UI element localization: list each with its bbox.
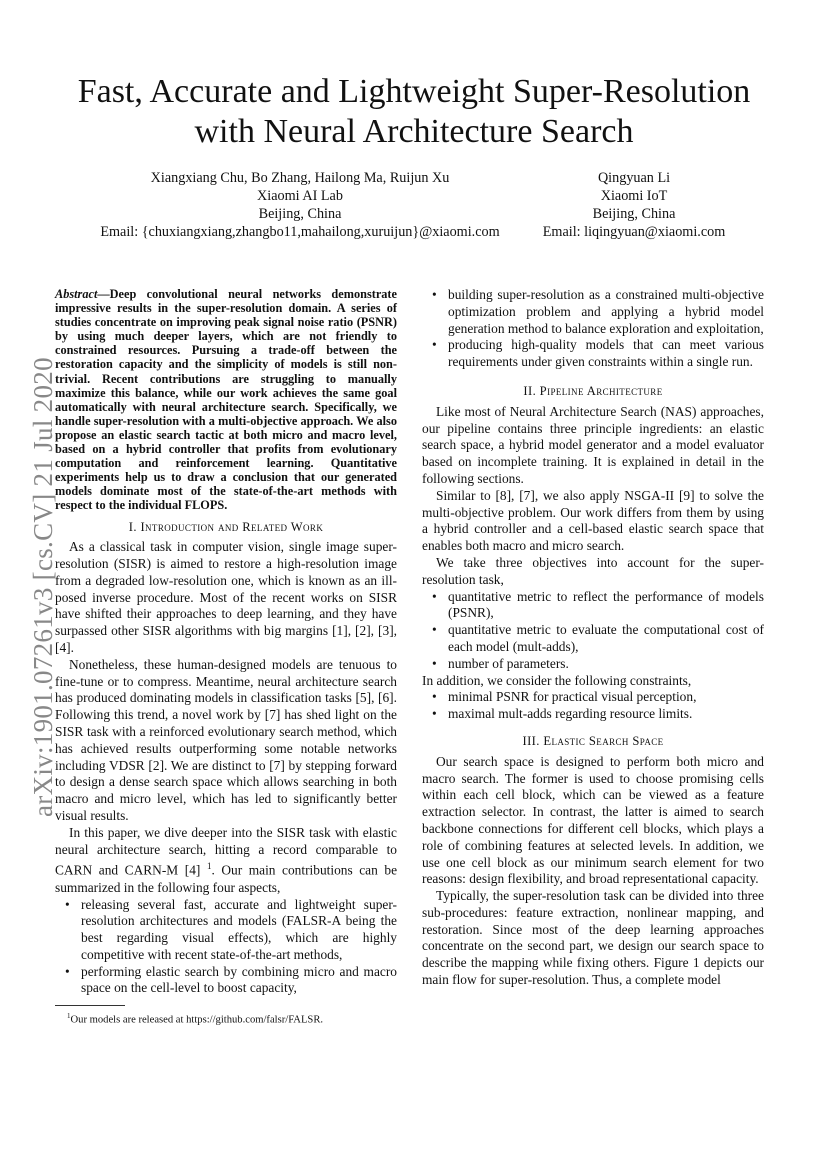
author-names: Qingyuan Li (597, 170, 671, 186)
paper-title (0, 72, 828, 152)
paragraph: In addition, we consider the following constraints, (422, 672, 692, 688)
list-item: • maximal mult-adds regarding resource limits. (422, 706, 764, 723)
footnote-mark: 1 (67, 1012, 71, 1021)
author-affiliation: Xiaomi AI Lab (257, 188, 343, 204)
footnote-rule (55, 1005, 125, 1006)
title-line-2: with Neural Architecture Search (194, 113, 634, 150)
author-location: Beijing, China (258, 206, 342, 222)
section-heading-3: III. Elastic Search Space (522, 733, 664, 748)
list-item: • producing high-quality models that can meet various requirements under given constraints within a single run. (422, 337, 764, 371)
paragraph: Nonetheless, these human-designed models are tenuous to fine-tune or to compress. Meantime, neural architecture search has produced dominating models in classification tasks [5], [6]. Following this trend, a novel work by [7] has shed light on the SISR task with a reinforced evolutionary search method, which has achieved results outperforming some notable networks including VDSR [2]. We are distinct to [7] by stepping forward to design a dense search space which allows searching in both macro and micro level, which has led to significantly better visual results. (55, 656, 397, 824)
footnote-text: Our models are released at https://github.com/falsr/FALSR. (70, 1014, 324, 1026)
paragraph: Similar to [8], [7], we also apply NSGA-II [9] to solve the multi-objective problem. Our work differs from them by using a hybrid controller and a cell-based elastic search space that enables both macro and micro search. (422, 487, 764, 554)
list-item: • building super-resolution as a constrained multi-objective optimization problem and applying a hybrid model generation method to balance exploration and exploitation, (422, 287, 764, 337)
list-item: • number of parameters. (422, 656, 764, 673)
paragraph-text: . Our main contributions can be summarized in the following four aspects, (55, 862, 398, 895)
author-names: Xiangxiang Chu, Bo Zhang, Hailong Ma, Ruijun Xu (150, 170, 450, 186)
paragraph: Like most of Neural Architecture Search (NAS) approaches, our pipeline contains three principle ingredients: an elastic search space, a hybrid model generator and a model evaluator based on incomplete training. It is explained in detail in the following sections. (422, 403, 764, 486)
objectives-list (422, 589, 764, 673)
paragraph (55, 825, 397, 897)
paragraph-text: In this paper, we dive deeper into the SISR task with elastic neural architecture search, hitting a record comparable to CARN and CARN-M [4] (55, 824, 397, 878)
footnote-marker: 1 (206, 861, 212, 872)
list-item: • quantitative metric to reflect the performance of models (PSNR), (422, 589, 764, 623)
paragraph: Typically, the super-resolution task can be divided into three sub-procedures: feature extraction, nonlinear mapping, and restoration. Since most of the deep learning approaches concentrate on the second part, we design our search space to describe the mapping while fixing others. Figure 1 depicts our main flow for super-resolution. Thus, a complete model (422, 888, 764, 988)
paragraph: Our search space is designed to perform both micro and macro search. The former is used to choose promising cells within each cell block, which can be viewed as a feature extraction selector. In contrast, the latter is aimed to search backbone connections for different cell blocks, which plays a role of combining features at selected levels. In addition, we use one cell block as our minimum search element for two reasons: design flexibility, and broad representational capacity. (422, 753, 764, 887)
list-item: • quantitative metric to evaluate the computational cost of each model (mult-adds), (422, 622, 764, 656)
paragraph: As a classical task in computer vision, single image super-resolution (SISR) is aimed to restore a high-resolution image from a degraded low-resolution one, which is known as an ill-posed inverse procedure. Most of the recent works on SISR have shifted their approaches to deep learning, and they have surpassed other SISR algorithms with big margins [1], [2], [3], [4]. (55, 539, 397, 656)
author-block-2 (524, 169, 744, 241)
author-affiliation: Xiaomi IoT (600, 188, 668, 204)
list-item: • performing elastic search by combining micro and macro space on the cell-level to boost capacity, (55, 964, 397, 998)
abstract (55, 287, 397, 513)
right-column (422, 287, 764, 989)
paragraph: We take three objectives into account for the super-resolution task, (422, 554, 764, 587)
arxiv-stamp: arXiv:1901.07261v3 [cs.CV] 21 Jul 2020 (28, 357, 58, 817)
abstract-label: Abstract (55, 287, 98, 301)
list-item: • minimal PSNR for practical visual perception, (422, 689, 764, 706)
footnote (55, 1010, 397, 1027)
author-email: Email: {chuxiangxiang,zhangbo11,mahailong,xuruijun}@xiaomi.com (100, 224, 500, 240)
contributions-list-continued (422, 287, 764, 371)
title-line-1: Fast, Accurate and Lightweight Super-Resolution (77, 73, 751, 110)
constraints-list (422, 689, 764, 723)
section-heading-2: II. Pipeline Architecture (523, 383, 663, 398)
list-item: • releasing several fast, accurate and lightweight super-resolution architectures and models (FALSR-A being the best regarding visual effects), which are highly competitive with recent state-of-the-art methods, (55, 897, 397, 964)
contributions-list (55, 897, 397, 998)
author-location: Beijing, China (592, 206, 676, 222)
author-email: Email: liqingyuan@xiaomi.com (542, 224, 726, 240)
left-column (55, 287, 397, 1027)
author-block-1 (90, 169, 510, 241)
section-heading-1: I. Introduction and Related Work (128, 519, 324, 534)
abstract-text: —Deep convolutional neural networks demonstrate impressive results in the super-resolution domain. A series of studies concentrate on improving peak signal noise ratio (PSNR) by using much deeper layers, which are not friendly to constrained resources. Pursuing a trade-off between the restoration capacity and the simplicity of models is still non-trivial. Recent contributions are struggling to manually maximize this balance, while our work achieves the same goal automatically with neural architecture search. Specifically, we handle super-resolution with a multi-objective approach. We also propose an elastic search tactic at both micro and macro level, based on a hybrid controller that profits from evolutionary computation and reinforcement learning. Quantitative experiments help us to draw a conclusion that our generated models dominate most of the state-of-the-art methods with respect to the individual FLOPS. (55, 287, 397, 513)
